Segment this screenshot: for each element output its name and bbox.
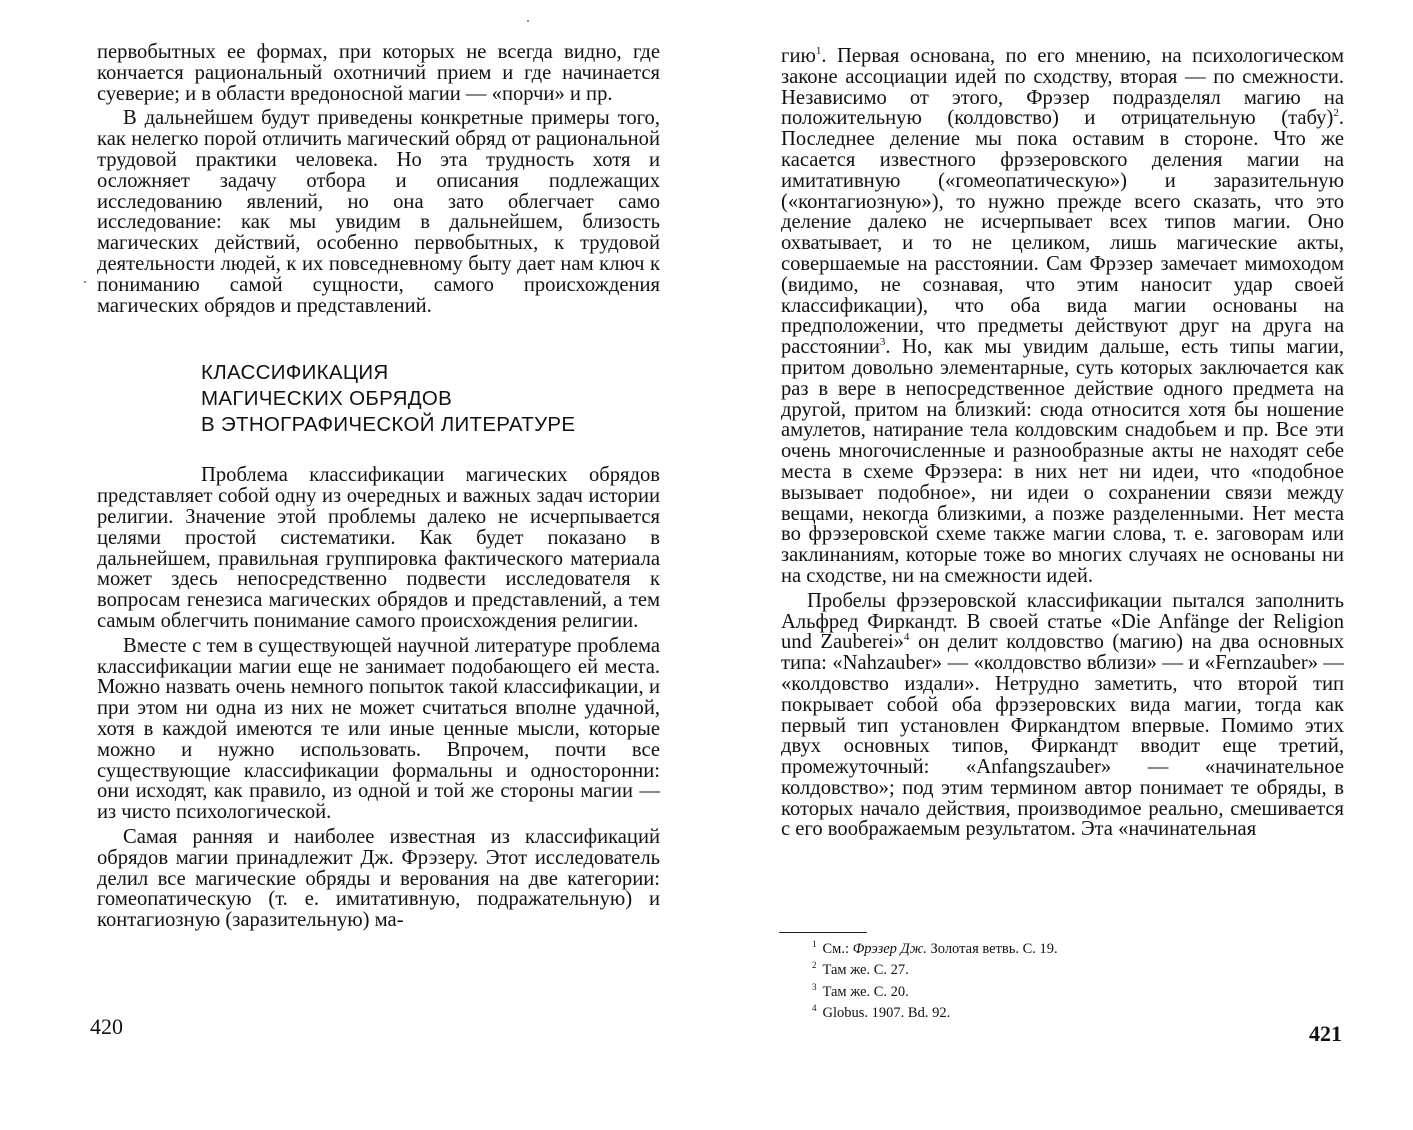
footnote (812, 936, 1058, 957)
text-segment: гию (781, 45, 816, 67)
right-paragraph (781, 591, 1344, 841)
footnote-text: Globus. 1907. Bd. 92. (822, 1004, 951, 1021)
footnote-text: См.: (822, 940, 853, 957)
footnote (812, 1000, 1058, 1021)
section-first-paragraph: Проблема классификации магических обрядов представляет собой одну из очередных и важных задач истории религии. Значение этой проблемы далеко не исчерпывается целями простой систематики. Как будет показано в дальнейшем, правильная группировка фактического материала может здесь непосредственно подвести исследователя к вопросам генезиса магических обрядов и представлений, а тем самым облегчить понимание самого происхождения религии. (97, 464, 660, 632)
page-number-left: 420 (90, 1014, 123, 1039)
footnote-ref: 4 (903, 631, 910, 644)
right-page (781, 46, 1344, 840)
scan-speck (84, 281, 86, 283)
footnote-ref: 3 (879, 336, 886, 349)
left-page (97, 42, 660, 931)
right-paragraph-continuation (781, 46, 1344, 587)
footnote-text: Там же. С. 27. (822, 962, 909, 979)
footnote-number: 2 (812, 960, 817, 971)
section-heading-line: КЛАССИФИКАЦИЯ (201, 361, 389, 385)
footnote-ref: 2 (1333, 107, 1339, 120)
left-paragraph: В дальнейшем будут приведены конкретные примеры того, как нелегко порой отличить магический обряд от рациональной трудовой практики человека. Но эта трудность хотя и осложняет задачу отбора и описания подлежащих исследованию явлений, но она зато облегчает само исследование: как мы увидим в дальнейшем, близость магических действий, особенно первобытных, к трудовой деятельности людей, к их повседневному быту дает нам ключ к пониманию самой сущности, самого происхождения магических обрядов и представлений. (97, 107, 660, 317)
section-paragraph: Вместе с тем в существующей научной литературе проблема классификации магии еще не занимает подобающего ей места. Можно назвать очень немного попыток такой классификации, и при этом ни одна из них не может считаться вполне удачной, хотя в каждой имеются те или иные ценные мысли, которые можно и нужно использовать. Впрочем, почти все существующие классификации формальны и односторонни: они исходят, как правило, из одной и той же стороны магии — из чисто психологической. (97, 634, 660, 824)
footnotes (812, 936, 1058, 1021)
section-heading-line: В ЭТНОГРАФИЧЕСКОЙ ЛИТЕРАТУРЕ (201, 413, 576, 437)
footnote (812, 979, 1058, 1000)
section-heading (201, 360, 660, 438)
text-segment: . Но, как мы увидим дальше, есть типы магии, притом довольно элементарные, суть которых заключается как раз в вере в непосредственное действие одного предмета на другой, притом на близкий: сюда относится хотя бы ношение амулетов, натирание тела колдовским снадобьем и пр. Все эти очень многочисленные и разнообразные акты не находят себе места в схеме Фрэзера: в них нет ни идеи, что «подобное вызывает подобное», ни идеи о сохранении связи между вещами, некогда близкими, а позже разделенными. Нет места во фрэзеровской схеме также магии слова, т. е. заговорам или заклинаниям, которые тоже во многих случаях не основаны ни на сходстве, ни на смежности идей. (781, 336, 1344, 587)
text-segment: . Первая основана, по его мнению, на психологическом законе ассоциации идей по сходству, вторая — по смежности. Независимо от этого, Фрэзер подразделял магию на положительную (колдовство) и отрицательную (табу) (781, 45, 1344, 130)
text-segment: Пробелы фрэзеровской классификации пытался заполнить Альфред Фиркандт. В своей статье «Die Anfänge der Religion und Zauberei» (781, 589, 1344, 654)
left-paragraph-continuation: первобытных ее формах, при которых не всегда видно, где кончается рациональный охотничий прием и где начинается суеверие; и в области вредоносной магии — «порчи» и пр. (97, 41, 660, 105)
text-segment: он делит колдовство (магию) на два основных типа: «Nahzauber» — «колдовство вблизи» — и «Fernzauber» — «колдовство издали». Нетрудно заметить, что второй тип покрывает собой оба фрэзеровских вида магии, тогда как первый тип установлен Фиркандтом впервые. Помимо этих двух основных типов, Фиркандт вводит еще третий, промежуточный: «Anfangszauber» — «начинательное колдовство»; под этим термином автор понимает те обряды, в которых начало действия, производимое реально, смешивается с его воображаемым результатом. Эта «начинательная (781, 631, 1344, 841)
footnote-author: Фрэзер Дж. (852, 940, 927, 957)
footnote-number: 4 (812, 1002, 817, 1013)
footnote-text: Золотая ветвь. С. 19. (926, 940, 1058, 957)
footnote (812, 957, 1058, 978)
page-number-right: 421 (1309, 1021, 1342, 1046)
text-segment: . Последнее деление мы пока оставим в стороне. Что же касается известного фрэзеровского деления магии на имитативную («гомеопатическую») и заразительную («контагиозную»), то нужно прежде всего сказать, что это деление далеко не исчерпывает всех типов магии. Оно охватывает, и то не целиком, лишь магические акты, совершаемые на расстоянии. Сам Фрэзер замечает мимоходом (видимо, не сознавая, что этим наносит удар своей классификации), что оба вида магии основаны на предположении, что предметы действуют друг на друга на расстоянии (781, 107, 1344, 359)
footnote-number: 3 (812, 981, 817, 992)
section-paragraph: Самая ранняя и наиболее известная из классификаций обрядов магии принадлежит Дж. Фрэзеру. Этот исследователь делил все магические обряды и верования на две категории: гомеопатическую (т. е. имитативную, подражательную) и контагиозную (заразительную) ма- (97, 825, 660, 932)
scan-speck (527, 20, 529, 22)
footnote-divider (779, 932, 867, 933)
footnote-number: 1 (812, 939, 817, 949)
footnote-text: Там же. С. 20. (822, 983, 909, 1000)
section-heading-line: МАГИЧЕСКИХ ОБРЯДОВ (201, 387, 453, 411)
footnote-ref: 1 (815, 45, 822, 58)
